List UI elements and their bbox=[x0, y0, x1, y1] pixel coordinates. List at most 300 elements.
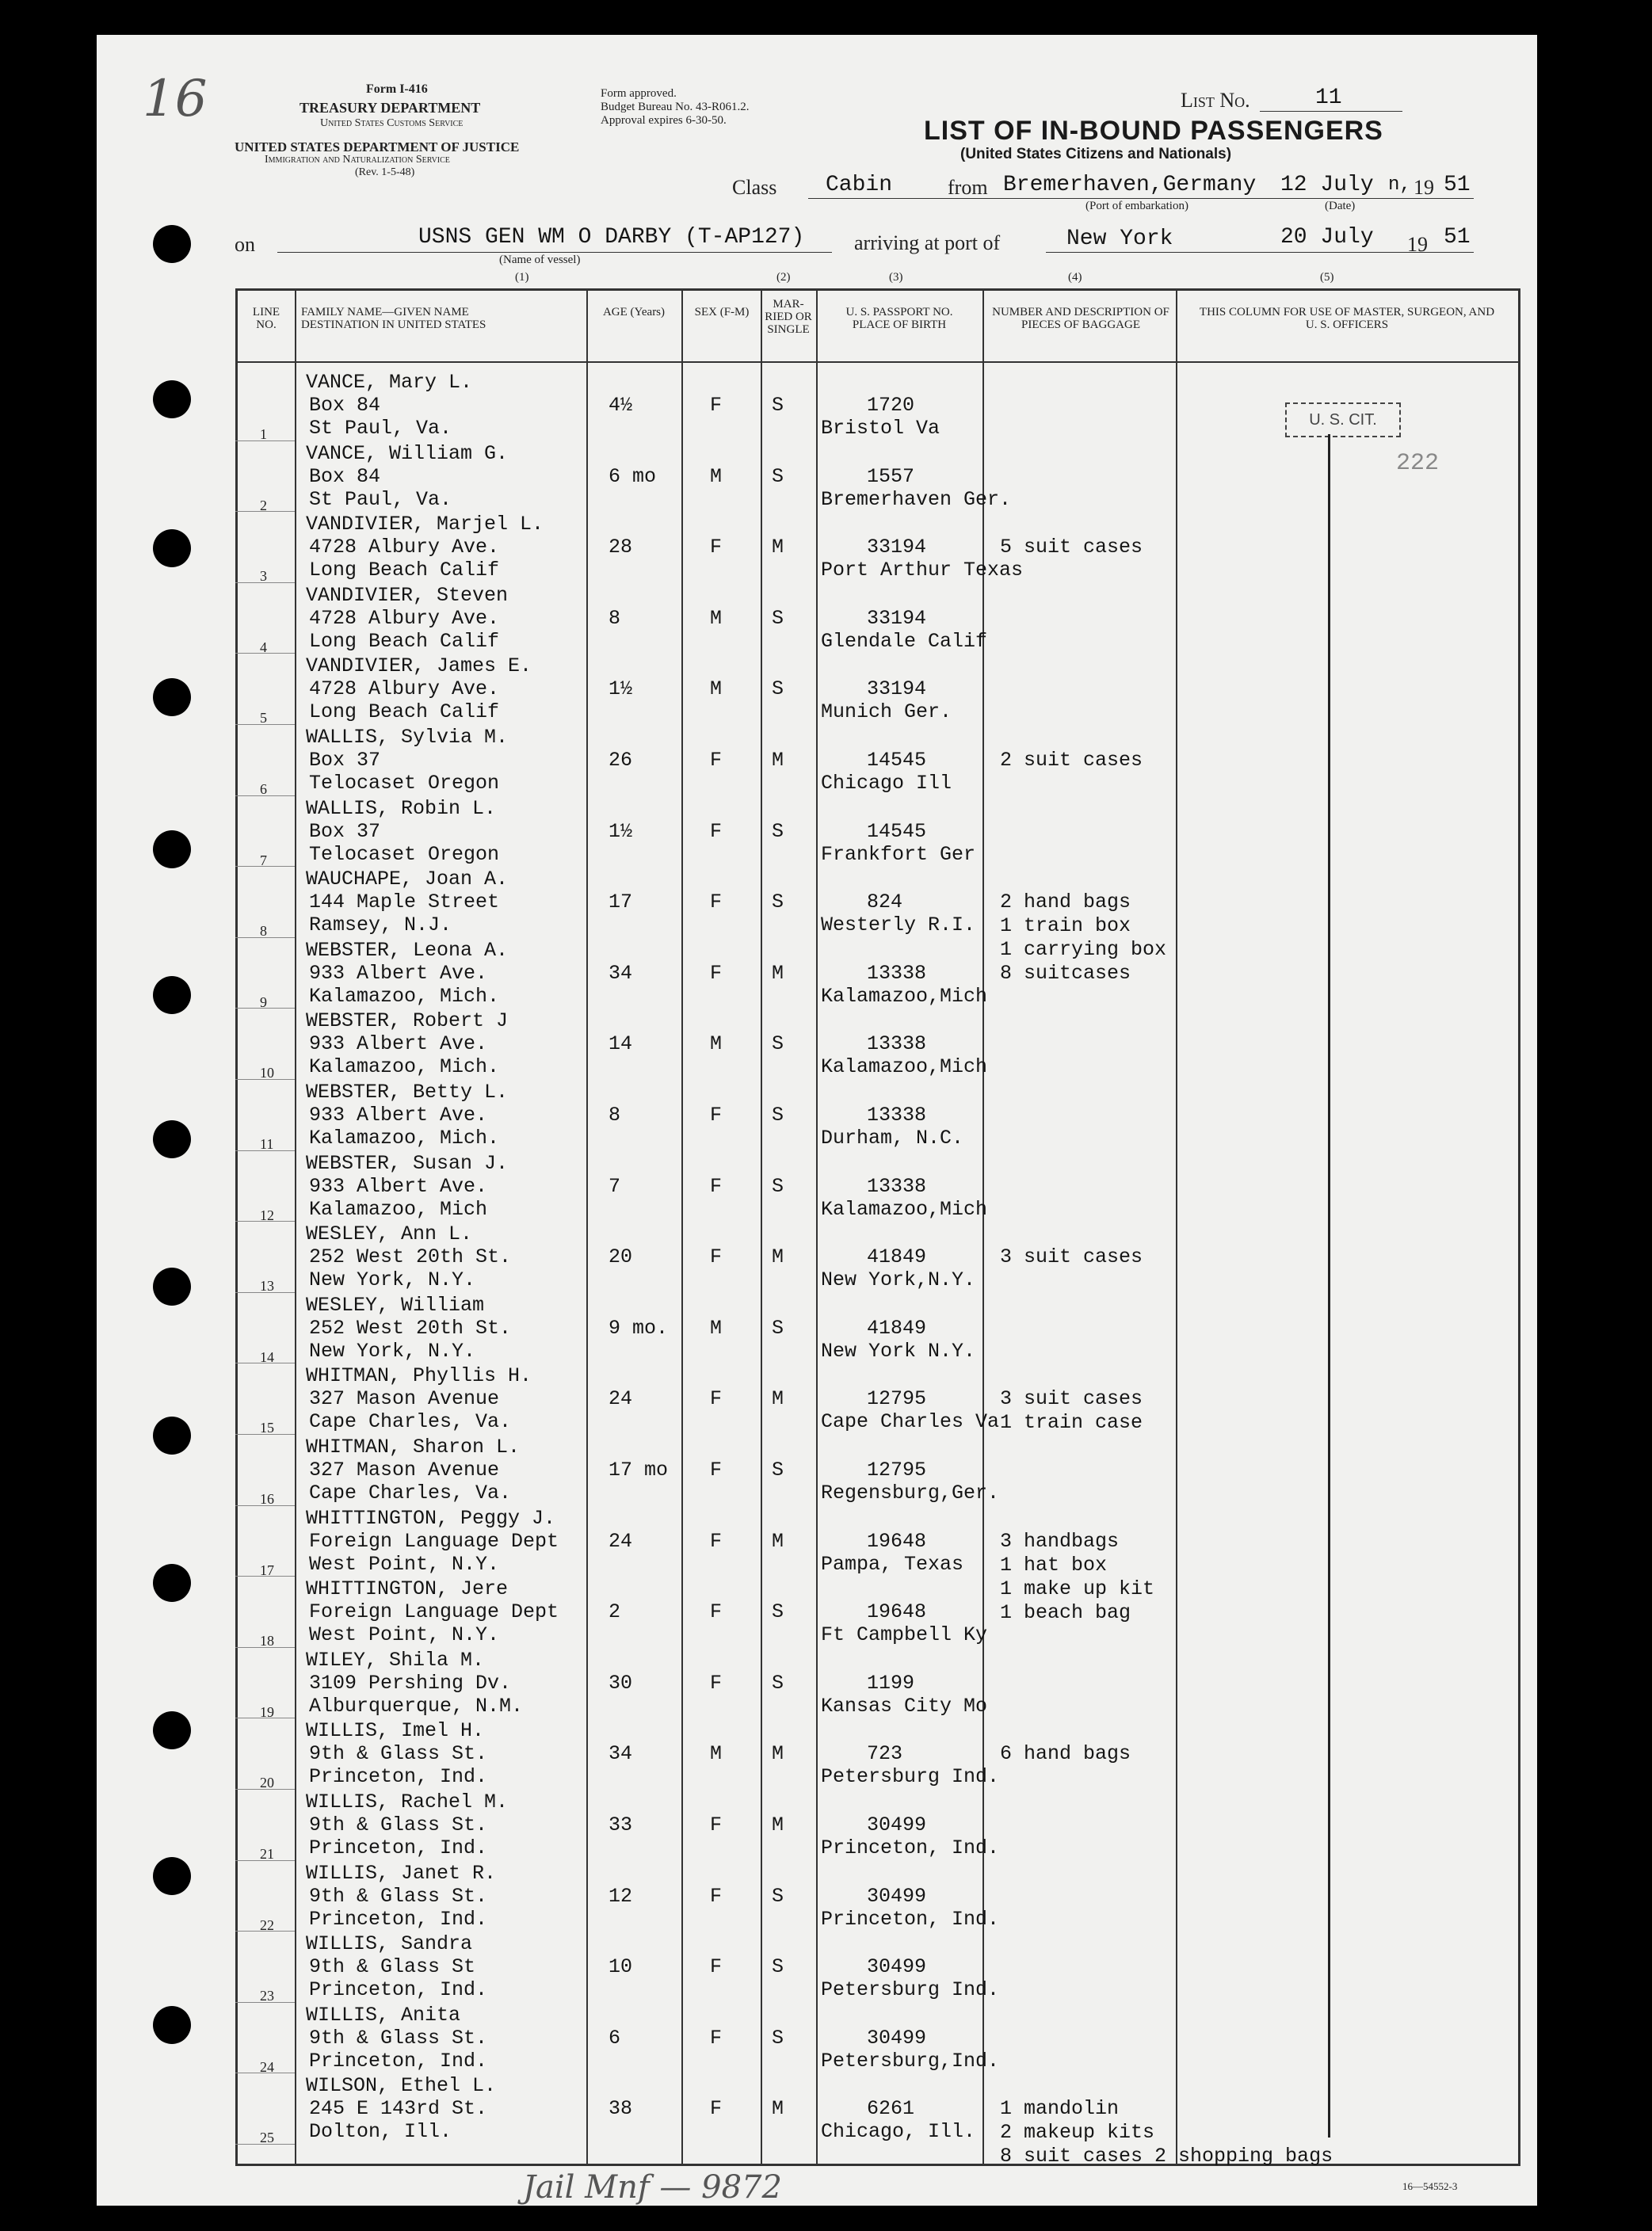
line-number: 23 bbox=[260, 1988, 274, 2004]
passenger-name: WALLIS, Robin L. bbox=[306, 796, 497, 820]
line-number: 12 bbox=[260, 1207, 274, 1223]
table-row bbox=[0, 1222, 1652, 1294]
passenger-name: WILLIS, Rachel M. bbox=[306, 1791, 509, 1813]
marital-status: M bbox=[772, 961, 784, 985]
sex: F bbox=[710, 1104, 723, 1127]
header-passport-birth: U. S. PASSPORT NO. PLACE OF BIRTH bbox=[845, 306, 953, 331]
passport-number: 30499 bbox=[867, 1884, 927, 1908]
punch-hole bbox=[153, 225, 191, 263]
place-of-birth: Kalamazoo,Mich bbox=[821, 984, 988, 1008]
table-row bbox=[0, 1862, 1652, 1933]
baggage-item: 1 mandolin bbox=[1000, 2097, 1120, 2121]
row-divider bbox=[235, 1647, 295, 1648]
row-divider bbox=[235, 1079, 295, 1080]
row-divider bbox=[235, 1008, 295, 1009]
age: 6 bbox=[609, 2026, 621, 2050]
arrival-date-value: 20 July bbox=[1280, 225, 1374, 250]
line-number: 24 bbox=[260, 2058, 274, 2075]
document-title: LIST OF IN-BOUND PASSENGERS bbox=[924, 116, 1383, 146]
class-value: Cabin bbox=[826, 173, 893, 197]
sex: F bbox=[710, 1245, 723, 1269]
address-line-2: Alburquerque, N.M. bbox=[309, 1694, 524, 1718]
address-line-1: 327 Mason Avenue bbox=[309, 1459, 500, 1482]
header-name-destination: FAMILY NAME—GIVEN NAME DESTINATION IN UNITED STATES bbox=[301, 306, 486, 331]
passport-number: 33194 bbox=[867, 606, 927, 630]
footer-code: 16—54552-3 bbox=[1402, 2180, 1458, 2192]
age: 8 bbox=[609, 1104, 621, 1127]
approval-line-2: Budget Bureau No. 43-R061.2. bbox=[601, 101, 750, 113]
baggage-item: 6 hand bags bbox=[1000, 1742, 1131, 1766]
marital-status: M bbox=[772, 1245, 784, 1269]
passenger-name: WHITMAN, Sharon L. bbox=[306, 1436, 521, 1459]
address-line-1: 245 E 143rd St. bbox=[309, 2097, 488, 2121]
arrival-year-prefix: 19 bbox=[1407, 233, 1428, 256]
baggage-item: 1 train box bbox=[1000, 914, 1131, 938]
line-number: 1 bbox=[260, 426, 267, 442]
marital-status: M bbox=[772, 1529, 784, 1553]
address-line-1: 9th & Glass St. bbox=[309, 2026, 488, 2050]
sex: F bbox=[710, 1459, 723, 1482]
line-number: 8 bbox=[260, 923, 267, 940]
table-row bbox=[0, 584, 1652, 655]
table-row bbox=[0, 1436, 1652, 1507]
line-number: 16 bbox=[260, 1491, 274, 1507]
table-row bbox=[0, 797, 1652, 868]
sex: M bbox=[710, 677, 723, 701]
sex: F bbox=[710, 2026, 723, 2050]
address-line-2: Princeton, Ind. bbox=[309, 1765, 488, 1789]
sex: F bbox=[710, 749, 723, 772]
from-date-value: 12 July bbox=[1280, 173, 1374, 197]
row-divider bbox=[235, 2144, 295, 2145]
age: 12 bbox=[609, 1884, 633, 1908]
revision: (Rev. 1-5-48) bbox=[355, 166, 415, 178]
passport-number: 13338 bbox=[867, 961, 927, 985]
place-of-birth: Munich Ger. bbox=[821, 700, 952, 724]
passenger-name: WALLIS, Sylvia M. bbox=[306, 726, 509, 749]
line-number: 3 bbox=[260, 568, 267, 585]
address-line-1: 933 Albert Ave. bbox=[309, 1104, 488, 1127]
passport-number: 19648 bbox=[867, 1529, 927, 1553]
sex: F bbox=[710, 819, 723, 843]
place-of-birth: Regensburg,Ger. bbox=[821, 1482, 1000, 1504]
marital-status: S bbox=[772, 464, 784, 488]
from-label: from bbox=[948, 176, 988, 199]
age: 17 bbox=[609, 890, 633, 914]
row-divider bbox=[235, 724, 295, 725]
row-divider bbox=[235, 653, 295, 654]
passenger-name: WEBSTER, Robert J bbox=[306, 1009, 509, 1033]
column-number: (1) bbox=[515, 271, 529, 284]
age: 34 bbox=[609, 961, 633, 985]
row-divider bbox=[235, 1505, 295, 1506]
marital-status: S bbox=[772, 1671, 784, 1695]
age: 1½ bbox=[609, 819, 633, 843]
baggage-item: 1 make up kit bbox=[1000, 1577, 1155, 1600]
sex: F bbox=[710, 890, 723, 914]
column-number: (5) bbox=[1320, 271, 1334, 284]
header-line-no: LINE NO. bbox=[252, 306, 280, 331]
arrival-year-value: 51 bbox=[1444, 225, 1471, 250]
table-row bbox=[0, 939, 1652, 1010]
place-of-birth: Pampa, Texas bbox=[821, 1552, 964, 1576]
sex: F bbox=[710, 1671, 723, 1695]
passport-number: 1720 bbox=[867, 394, 915, 417]
passenger-name: VANCE, Mary L. bbox=[306, 371, 473, 394]
address-line-2: Kalamazoo, Mich. bbox=[309, 984, 500, 1008]
place-of-birth: New York N.Y. bbox=[821, 1339, 976, 1363]
marital-status: S bbox=[772, 606, 784, 630]
address-line-1: Box 37 bbox=[309, 819, 381, 843]
address-line-1: 9th & Glass St bbox=[309, 1955, 476, 1979]
baggage-item: 8 suitcases bbox=[1000, 961, 1131, 985]
baggage-item: 2 hand bags bbox=[1000, 890, 1131, 914]
sex: F bbox=[710, 2097, 723, 2121]
age: 1½ bbox=[609, 677, 633, 701]
line-number: 17 bbox=[260, 1562, 274, 1578]
baggage-item: 2 suit cases bbox=[1000, 749, 1143, 772]
age: 20 bbox=[609, 1245, 633, 1269]
line-number: 15 bbox=[260, 1420, 274, 1436]
row-divider bbox=[235, 795, 295, 796]
place-of-birth: Ft Campbell Ky bbox=[821, 1623, 988, 1647]
sex: F bbox=[710, 961, 723, 985]
baggage-item: 1 hat box bbox=[1000, 1553, 1108, 1577]
list-no-underline bbox=[1260, 111, 1402, 112]
passenger-name: WAUCHAPE, Joan A. bbox=[306, 868, 509, 891]
passenger-name: WILEY, Shila M. bbox=[306, 1648, 485, 1672]
from-value: Bremerhaven,Germany bbox=[1003, 173, 1257, 197]
vessel-underline bbox=[277, 252, 832, 253]
list-no-label: List No. bbox=[1181, 89, 1250, 112]
sex: F bbox=[710, 1884, 723, 1908]
place-of-birth: Kalamazoo,Mich bbox=[821, 1197, 988, 1221]
row-divider bbox=[235, 1221, 295, 1222]
age: 28 bbox=[609, 536, 633, 559]
table-row bbox=[0, 1719, 1652, 1791]
passport-number: 41849 bbox=[867, 1245, 927, 1269]
age: 38 bbox=[609, 2097, 633, 2121]
corner-mark: 16 bbox=[143, 70, 208, 128]
address-line-1: 933 Albert Ave. bbox=[309, 961, 488, 985]
marital-status: M bbox=[772, 749, 784, 772]
table-row bbox=[0, 2074, 1652, 2168]
address-line-1: 4728 Albury Ave. bbox=[309, 677, 500, 701]
age: 2 bbox=[609, 1600, 621, 1624]
from-year-value: 51 bbox=[1444, 173, 1471, 197]
passport-number: 13338 bbox=[867, 1104, 927, 1127]
sex: M bbox=[710, 1316, 723, 1340]
marital-status: M bbox=[772, 1742, 784, 1766]
baggage-item: 5 suit cases bbox=[1000, 536, 1143, 559]
row-divider bbox=[235, 511, 295, 512]
marital-status: M bbox=[772, 2097, 784, 2121]
address-line-2: Princeton, Ind. bbox=[309, 2049, 488, 2073]
table-row bbox=[0, 1577, 1652, 1649]
address-line-2: Dolton, Ill. bbox=[309, 2120, 452, 2144]
address-line-1: 9th & Glass St. bbox=[309, 1884, 488, 1908]
address-line-2: West Point, N.Y. bbox=[309, 1623, 500, 1647]
address-line-2: Long Beach Calif bbox=[309, 700, 500, 724]
vessel-label: (Name of vessel) bbox=[499, 254, 581, 266]
line-number: 20 bbox=[260, 1775, 274, 1791]
passenger-name: WHITMAN, Phyllis H. bbox=[306, 1364, 532, 1388]
on-label: on bbox=[235, 233, 255, 256]
from-date-mark: n, bbox=[1388, 174, 1411, 196]
row-divider bbox=[235, 1931, 295, 1932]
sex: F bbox=[710, 1529, 723, 1553]
approval-line-1: Form approved. bbox=[601, 87, 677, 100]
passport-number: 19648 bbox=[867, 1600, 927, 1624]
address-line-1: 252 West 20th St. bbox=[309, 1245, 512, 1269]
address-line-1: 327 Mason Avenue bbox=[309, 1387, 500, 1411]
place-of-birth: Frankfort Ger bbox=[821, 842, 976, 866]
marital-status: S bbox=[772, 1104, 784, 1127]
place-of-birth: Petersburg,Ind. bbox=[821, 2049, 1000, 2073]
passenger-name: VANDIVIER, Marjel L. bbox=[306, 513, 544, 536]
place-of-birth: Kalamazoo,Mich bbox=[821, 1055, 988, 1079]
row-divider bbox=[235, 866, 295, 867]
baggage-item: 3 suit cases bbox=[1000, 1387, 1143, 1411]
line-number: 14 bbox=[260, 1348, 274, 1365]
column-number: (4) bbox=[1068, 271, 1082, 284]
age: 14 bbox=[609, 1032, 633, 1056]
passenger-name: WILLIS, Anita bbox=[306, 2003, 461, 2027]
marital-status: S bbox=[772, 1955, 784, 1979]
table-row bbox=[0, 1081, 1652, 1152]
sex: M bbox=[710, 464, 723, 488]
row-divider bbox=[235, 1860, 295, 1861]
row-divider bbox=[235, 1150, 295, 1151]
date-label: (Date) bbox=[1325, 200, 1356, 212]
passenger-name: VANDIVIER, Steven bbox=[306, 583, 509, 607]
line-number: 6 bbox=[260, 781, 267, 797]
age: 4½ bbox=[609, 394, 633, 417]
address-line-1: 9th & Glass St. bbox=[309, 1813, 488, 1836]
age: 8 bbox=[609, 606, 621, 630]
us-citizen-stamp: U. S. CIT. bbox=[1285, 402, 1401, 437]
address-line-2: Princeton, Ind. bbox=[309, 1907, 488, 1931]
marital-status: S bbox=[772, 1032, 784, 1056]
address-line-2: Telocaset Oregon bbox=[309, 842, 500, 866]
place-of-birth: Chicago, Ill. bbox=[821, 2120, 976, 2144]
address-line-2: St Paul, Va. bbox=[309, 487, 452, 511]
marital-status: S bbox=[772, 677, 784, 701]
place-of-birth: Durham, N.C. bbox=[821, 1127, 964, 1150]
from-underline bbox=[808, 198, 1474, 199]
address-line-2: Kalamazoo, Mich. bbox=[309, 1055, 500, 1079]
line-number: 13 bbox=[260, 1278, 274, 1295]
marital-status: S bbox=[772, 819, 784, 843]
arriving-value: New York bbox=[1066, 227, 1173, 251]
passport-number: 1557 bbox=[867, 464, 915, 488]
vessel-value: USNS GEN WM O DARBY (T-AP127) bbox=[418, 225, 805, 250]
address-line-1: 252 West 20th St. bbox=[309, 1316, 512, 1340]
place-of-birth: Westerly R.I. bbox=[821, 913, 976, 937]
passport-number: 14545 bbox=[867, 749, 927, 772]
place-of-birth: Chicago Ill bbox=[821, 772, 952, 795]
sex: M bbox=[710, 1742, 723, 1766]
row-divider bbox=[235, 1434, 295, 1435]
header-age: AGE (Years) bbox=[602, 306, 666, 318]
sex: M bbox=[710, 1032, 723, 1056]
table-row bbox=[0, 371, 1652, 442]
age: 26 bbox=[609, 749, 633, 772]
marital-status: S bbox=[772, 2026, 784, 2050]
address-line-2: New York, N.Y. bbox=[309, 1339, 476, 1363]
passport-number: 13338 bbox=[867, 1032, 927, 1056]
table-row bbox=[0, 1152, 1652, 1223]
passport-number: 723 bbox=[867, 1742, 903, 1766]
address-line-1: 9th & Glass St. bbox=[309, 1742, 488, 1766]
age: 6 mo bbox=[609, 464, 657, 488]
passport-number: 12795 bbox=[867, 1387, 927, 1411]
passenger-name: WEBSTER, Leona A. bbox=[306, 938, 509, 962]
place-of-birth: Port Arthur Texas bbox=[821, 559, 1024, 582]
passenger-name: WILSON, Ethel L. bbox=[306, 2074, 497, 2098]
passport-number: 30499 bbox=[867, 1955, 927, 1979]
address-line-2: Cape Charles, Va. bbox=[309, 1482, 512, 1504]
address-line-1: Box 37 bbox=[309, 749, 381, 772]
ins-service: Immigration and Naturalization Service bbox=[265, 154, 450, 166]
baggage-item: 1 carrying box bbox=[1000, 938, 1167, 962]
address-line-2: Long Beach Calif bbox=[309, 559, 500, 582]
age: 17 mo bbox=[609, 1459, 669, 1482]
row-divider bbox=[235, 440, 295, 441]
sex: F bbox=[710, 1174, 723, 1198]
age: 24 bbox=[609, 1529, 633, 1553]
place-of-birth: Princeton, Ind. bbox=[821, 1907, 1000, 1931]
table-row bbox=[0, 1009, 1652, 1081]
line-number: 22 bbox=[260, 1916, 274, 1933]
age: 7 bbox=[609, 1174, 621, 1198]
passenger-name: WILLIS, Imel H. bbox=[306, 1719, 485, 1743]
address-line-2: Long Beach Calif bbox=[309, 629, 500, 653]
sex: F bbox=[710, 536, 723, 559]
sex: F bbox=[710, 1387, 723, 1411]
line-number: 5 bbox=[260, 710, 267, 727]
header-married-single: MAR-RIED OR SINGLE bbox=[765, 298, 812, 336]
age: 24 bbox=[609, 1387, 633, 1411]
row-divider bbox=[235, 1292, 295, 1293]
marital-status: M bbox=[772, 1387, 784, 1411]
passenger-name: WEBSTER, Susan J. bbox=[306, 1151, 509, 1175]
place-of-birth: Kansas City Mo bbox=[821, 1694, 988, 1718]
line-number: 18 bbox=[260, 1633, 274, 1649]
address-line-1: 933 Albert Ave. bbox=[309, 1032, 488, 1056]
line-number: 4 bbox=[260, 639, 267, 655]
passenger-name: WHITTINGTON, Peggy J. bbox=[306, 1506, 556, 1530]
passenger-name: WILLIS, Janet R. bbox=[306, 1861, 497, 1885]
table-row bbox=[0, 726, 1652, 797]
sex: F bbox=[710, 1600, 723, 1624]
address-line-2: St Paul, Va. bbox=[309, 417, 452, 440]
place-of-birth: Princeton, Ind. bbox=[821, 1836, 1000, 1859]
sex: M bbox=[710, 606, 723, 630]
line-number: 25 bbox=[260, 2130, 274, 2146]
line-number: 19 bbox=[260, 1703, 274, 1720]
passenger-name: WHITTINGTON, Jere bbox=[306, 1577, 509, 1601]
marital-status: M bbox=[772, 536, 784, 559]
header-officers: THIS COLUMN FOR USE OF MASTER, SURGEON, AND U. S. OFFICERS bbox=[1199, 306, 1495, 331]
document-subtitle: (United States Citizens and Nationals) bbox=[960, 146, 1232, 162]
address-line-1: Foreign Language Dept bbox=[309, 1529, 559, 1553]
passenger-name: WESLEY, Ann L. bbox=[306, 1222, 473, 1246]
row-divider bbox=[235, 2002, 295, 2003]
row-divider bbox=[235, 937, 295, 938]
place-of-birth: Bristol Va bbox=[821, 417, 940, 440]
sex: F bbox=[710, 394, 723, 417]
passport-number: 30499 bbox=[867, 1813, 927, 1836]
marital-status: S bbox=[772, 1600, 784, 1624]
passport-number: 824 bbox=[867, 890, 903, 914]
age: 10 bbox=[609, 1955, 633, 1979]
table-row bbox=[0, 1294, 1652, 1365]
address-line-1: Box 84 bbox=[309, 464, 381, 488]
line-number: 7 bbox=[260, 852, 267, 868]
justice-department: UNITED STATES DEPARTMENT OF JUSTICE bbox=[235, 139, 520, 154]
baggage-item: 1 train case bbox=[1000, 1411, 1143, 1435]
class-label: Class bbox=[732, 176, 777, 199]
table-row bbox=[0, 1364, 1652, 1436]
baggage-item: 1 beach bag bbox=[1000, 1600, 1131, 1624]
age: 30 bbox=[609, 1671, 633, 1695]
passenger-name: WILLIS, Sandra bbox=[306, 1932, 473, 1956]
address-line-2: Telocaset Oregon bbox=[309, 772, 500, 795]
table-row bbox=[0, 513, 1652, 584]
table-row bbox=[0, 1649, 1652, 1720]
marital-status: S bbox=[772, 1174, 784, 1198]
address-line-1: 933 Albert Ave. bbox=[309, 1174, 488, 1198]
passenger-name: VANDIVIER, James E. bbox=[306, 654, 532, 678]
address-line-1: Box 84 bbox=[309, 394, 381, 417]
address-line-2: New York, N.Y. bbox=[309, 1268, 476, 1292]
line-number: 2 bbox=[260, 497, 267, 513]
address-line-1: 4728 Albury Ave. bbox=[309, 536, 500, 559]
address-line-1: Foreign Language Dept bbox=[309, 1600, 559, 1624]
place-of-birth: New York,N.Y. bbox=[821, 1268, 976, 1292]
passport-number: 33194 bbox=[867, 677, 927, 701]
baggage-item: 8 suit cases 2 shopping bags bbox=[1000, 2145, 1333, 2168]
passport-number: 14545 bbox=[867, 819, 927, 843]
marital-status: S bbox=[772, 1884, 784, 1908]
place-of-birth: Petersburg Ind. bbox=[821, 1978, 1000, 2002]
treasury-department: TREASURY DEPARTMENT bbox=[299, 100, 481, 116]
column-number: (3) bbox=[889, 271, 903, 284]
header-divider bbox=[235, 361, 1520, 363]
passport-number: 13338 bbox=[867, 1174, 927, 1198]
row-divider bbox=[235, 582, 295, 583]
list-no-value: 11 bbox=[1315, 86, 1342, 110]
age: 33 bbox=[609, 1813, 633, 1836]
place-of-birth: Bremerhaven Ger. bbox=[821, 487, 1012, 511]
sex: F bbox=[710, 1813, 723, 1836]
passport-number: 30499 bbox=[867, 2026, 927, 2050]
row-divider bbox=[235, 1789, 295, 1790]
passport-number: 6261 bbox=[867, 2097, 915, 2121]
age: 9 mo. bbox=[609, 1316, 669, 1340]
line-number: 21 bbox=[260, 1846, 274, 1862]
table-row bbox=[0, 2004, 1652, 2075]
port-embarkation-label: (Port of embarkation) bbox=[1085, 200, 1188, 212]
stamp-number: 222 bbox=[1396, 450, 1440, 477]
place-of-birth: Cape Charles Va bbox=[821, 1410, 1000, 1434]
address-line-2: Kalamazoo, Mich. bbox=[309, 1127, 500, 1150]
address-line-2: West Point, N.Y. bbox=[309, 1552, 500, 1576]
address-line-2: Ramsey, N.J. bbox=[309, 913, 452, 937]
passport-number: 12795 bbox=[867, 1459, 927, 1482]
table-row bbox=[0, 654, 1652, 726]
